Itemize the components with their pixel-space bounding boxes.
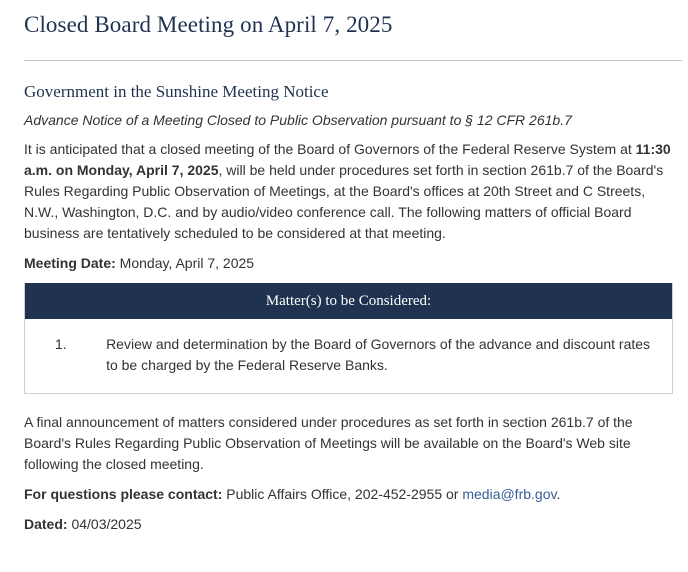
dated [24, 514, 688, 535]
contact-label: For questions please contact: [24, 486, 223, 502]
contact-end: . [556, 486, 561, 502]
intro-text-start: It is anticipated that a closed meeting of the Board of Governors of the Federal Reserve System at [24, 141, 636, 157]
intro-meeting-time: 11:30 a.m. on Monday, April 7, 2025 [24, 141, 671, 178]
contact-text: Public Affairs Office, 202-452-2955 or [222, 486, 463, 502]
page-title: Closed Board Meeting on April 7, 2025 [24, 12, 393, 37]
intro-paragraph [24, 139, 674, 244]
matters-header: Matter(s) to be Considered: [25, 283, 672, 319]
matters-table [24, 283, 673, 394]
matter-description: Review and determination by the Board of Governors of the advance and discount rates to be charged by the Federal Reserve Banks. [106, 336, 651, 373]
meeting-date-label: Meeting Date: [24, 255, 116, 271]
contact-email-link[interactable]: media@frb.gov [462, 486, 557, 502]
contact-info [24, 484, 688, 505]
matter-number: 1. [55, 336, 67, 352]
meeting-date [24, 253, 688, 274]
intro-text-end: , will be held under procedures set forth in section 261b.7 of the Board's Rules Regarding Public Observation of Meetings, at the Board's offices at 20th Street and C Streets, N.W., Washington, D.C. and by audio/video conference call. The following matters of official Board business are tentatively scheduled to be considered at that meeting. [24, 162, 664, 241]
dated-value: 04/03/2025 [67, 516, 142, 532]
title-divider [24, 60, 682, 61]
dated-label: Dated: [24, 516, 68, 532]
final-announcement: A final announcement of matters considered under procedures as set forth in section 261b.7 of the Board's Rules Regarding Public Observation of Meetings will be available on the Board's Web site following the closed meeting. [24, 414, 633, 472]
meeting-date-value: Monday, April 7, 2025 [115, 255, 255, 271]
notice-subtitle: Advance Notice of a Meeting Closed to Public Observation pursuant to § 12 CFR 261b.7 [24, 112, 572, 128]
matters-row [25, 319, 672, 393]
notice-heading: Government in the Sunshine Meeting Notice [24, 82, 329, 101]
